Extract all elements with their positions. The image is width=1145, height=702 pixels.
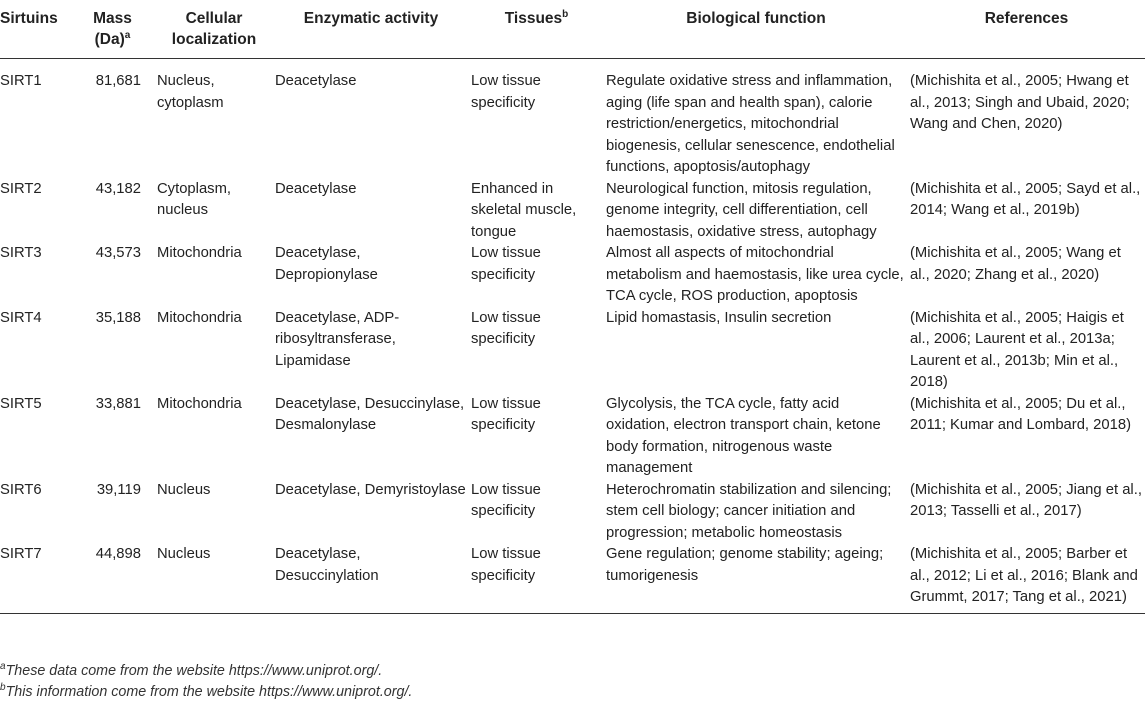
cell-localization: Nucleus xyxy=(157,481,211,498)
table-row xyxy=(0,394,1145,480)
cell-enzymatic: Deacetylase, Desuccinylase, Desmalonylase xyxy=(275,395,465,433)
cell-mass: 81,681 xyxy=(95,73,141,89)
cell-tissues: Low tissue specificity xyxy=(471,481,541,519)
footnote-b-text: This information come from the website https://www.uniprot.org/. xyxy=(5,684,413,700)
cell-references: (Michishita et al., 2005; Sayd et al., 2014; Wang et al., 2019b) xyxy=(910,180,1141,218)
footnote-a-marker: a xyxy=(0,661,6,673)
cell-enzymatic: Deacetylase, ADP-ribosyltransferase, Lipamidase xyxy=(275,309,400,369)
header-mass-main: Mass xyxy=(93,10,132,27)
header-biological: Biological function xyxy=(604,0,908,59)
cell-references: (Michishita et al., 2005; Hwang et al., 2013; Singh and Ubaid, 2020; Wang and Chen, 2020) xyxy=(910,73,1130,132)
footnote-a xyxy=(0,661,382,681)
cell-tissues: Low tissue specificity xyxy=(471,395,541,433)
cell-function: Neurological function, mitosis regulation, genome integrity, cell differentiation, cell haemostasis, oxidative stress, autophagy xyxy=(606,180,877,240)
table-row xyxy=(0,179,1145,244)
cell-sirtuin: SIRT3 xyxy=(0,245,42,261)
cell-mass: 33,881 xyxy=(95,395,141,412)
cell-function: Glycolysis, the TCA cycle, fatty acid oxidation, electron transport chain, ketone body formation, nitrogenous waste management xyxy=(606,395,881,476)
cell-sirtuin: SIRT1 xyxy=(0,73,42,89)
cell-tissues: Low tissue specificity xyxy=(471,245,541,283)
footnote-b-marker: b xyxy=(0,682,6,694)
cell-tissues: Low tissue specificity xyxy=(471,73,541,111)
cell-references: (Michishita et al., 2005; Wang et al., 2020; Zhang et al., 2020) xyxy=(910,245,1121,283)
table-row xyxy=(0,480,1145,545)
footnote-a-text: These data come from the website https://www.uniprot.org/. xyxy=(5,663,383,679)
header-tissues-sup: b xyxy=(562,8,569,20)
cell-references: (Michishita et al., 2005; Haigis et al., 2006; Laurent et al., 2013a; Laurent et al., 2013b; Min et al., 2018) xyxy=(910,309,1124,390)
cell-mass: 44,898 xyxy=(70,544,155,613)
footnote-b xyxy=(0,682,412,702)
cell-mass: 43,573 xyxy=(95,245,141,261)
cell-tissues: Low tissue specificity xyxy=(471,309,541,347)
cell-function: Heterochromatin stabilization and silencing; stem cell biology; cancer initiation and progression; metabolic homeostasis xyxy=(606,481,892,541)
cell-enzymatic: Deacetylase xyxy=(275,180,357,197)
cell-sirtuin: SIRT6 xyxy=(0,481,42,498)
cell-sirtuin: SIRT7 xyxy=(0,544,70,613)
header-mass-unit: (Da) xyxy=(94,31,125,48)
header-references: References xyxy=(908,0,1145,59)
cell-localization: Mitochondria xyxy=(157,309,242,326)
header-localization: Cellular localization xyxy=(155,0,273,59)
table-row xyxy=(0,59,1145,179)
cell-localization: Cytoplasm, nucleus xyxy=(157,180,232,218)
cell-references: (Michishita et al., 2005; Jiang et al., 2013; Tasselli et al., 2017) xyxy=(910,481,1142,519)
cell-sirtuin: SIRT5 xyxy=(0,395,42,412)
cell-mass: 39,119 xyxy=(96,481,141,498)
table-row xyxy=(0,544,1145,613)
header-tissues xyxy=(469,0,604,59)
cell-sirtuin: SIRT4 xyxy=(0,309,42,326)
table-header-row xyxy=(0,0,1145,59)
cell-function: Regulate oxidative stress and inflammation, aging (life span and health span), calorie restriction/energetics, mitochondrial biogenesis, cellular senescence, endothelial functions, apoptosis/autophagy xyxy=(606,73,895,175)
cell-function: Almost all aspects of mitochondrial metabolism and haemostasis, like urea cycle, TCA cycle, ROS production, apoptosis xyxy=(606,245,904,304)
cell-references: (Michishita et al., 2005; Barber et al., 2012; Li et al., 2016; Blank and Grummt, 2017; Tang et al., 2021) xyxy=(908,544,1145,613)
cell-mass: 35,188 xyxy=(95,309,141,326)
cell-localization: Mitochondria xyxy=(157,245,242,261)
header-sirtuins: Sirtuins xyxy=(0,0,70,59)
cell-enzymatic: Deacetylase, Depropionylase xyxy=(275,245,378,283)
header-enzymatic: Enzymatic activity xyxy=(273,0,469,59)
cell-enzymatic: Deacetylase, Desuccinylation xyxy=(273,544,469,613)
table-row xyxy=(0,243,1145,308)
cell-sirtuin: SIRT2 xyxy=(0,180,42,197)
header-mass-sup: a xyxy=(124,29,131,41)
cell-tissues: Enhanced in skeletal muscle, tongue xyxy=(471,180,577,240)
cell-localization: Mitochondria xyxy=(157,395,242,412)
cell-enzymatic: Deacetylase, Demyristoylase xyxy=(275,481,466,498)
cell-localization: Nucleus xyxy=(155,544,273,613)
cell-function: Gene regulation; genome stability; ageing; tumorigenesis xyxy=(604,544,908,613)
cell-localization: Nucleus, cytoplasm xyxy=(157,73,224,111)
cell-mass: 43,182 xyxy=(95,180,141,197)
cell-references: (Michishita et al., 2005; Du et al., 2011; Kumar and Lombard, 2018) xyxy=(910,395,1131,433)
header-tissues-label: Tissues xyxy=(504,10,563,27)
cell-tissues: Low tissue specificity xyxy=(469,544,604,613)
cell-function: Lipid homastasis, Insulin secretion xyxy=(606,309,832,326)
cell-enzymatic: Deacetylase xyxy=(275,73,357,89)
table-body xyxy=(0,59,1145,614)
header-mass xyxy=(70,0,155,59)
table-row xyxy=(0,308,1145,394)
